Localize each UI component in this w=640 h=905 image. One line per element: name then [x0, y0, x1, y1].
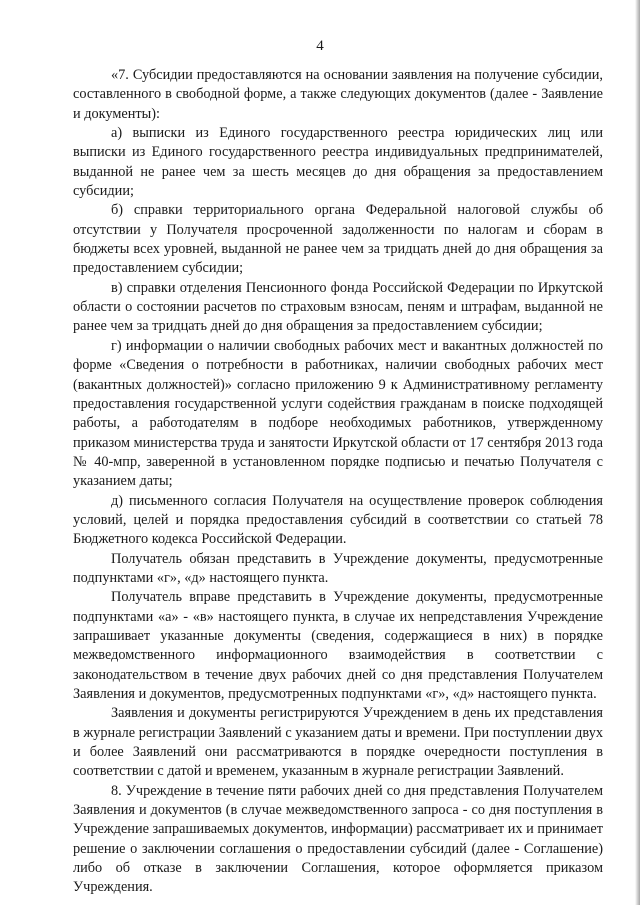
scan-edge-shadow	[635, 0, 640, 905]
paragraph-item-7-intro: «7. Субсидии предоставляются на основании заявления на получение субсидии, составленного в свободной форме, а также следующих документов (далее - Заявление и документы):	[73, 67, 603, 122]
paragraph-registration: Заявления и документы регистрируются Учреждением в день их представления в журнале регистрации Заявлений с указанием даты и времени. При поступлении двух и более Заявлений они рассматриваются в порядке очередности поступления в соответствии с датой и временем, указанным в журнале регистрации Заявлений.	[73, 705, 603, 780]
paragraph-recipient-obliged: Получатель обязан представить в Учреждение документы, предусмотренные подпунктами «г», «д» настоящего пункта.	[73, 550, 603, 586]
page-number: 4	[316, 38, 324, 54]
paragraph-subitem-d: д) письменного согласия Получателя на осуществление проверок соблюдения условий, целей и порядка предоставления субсидий в соответствии со статьей 78 Бюджетного кодекса Российской Федерации.	[73, 492, 603, 548]
paragraph-recipient-may: Получатель вправе представить в Учреждение документы, предусмотренные подпунктами «а» - «в» настоящего пункта, в случае их непредставления Учреждение запрашивает указанные документы (сведения, содержащиеся в них) в порядке межведомственного информационного взаимодействия в соответствии с законодательством в течение двух рабочих дней со дня представления Получателем Заявления и документов, предусмотренных подпунктами «г», «д» настоящего пункта.	[73, 589, 603, 702]
paragraph-subitem-a: а) выписки из Единого государственного реестра юридических лиц или выписки из Единого государственного реестра индивидуальных предпринимателей, выданной не ранее чем за шесть месяцев до дня обращения за предоставлением субсидии;	[73, 125, 603, 200]
document-body	[73, 66, 603, 898]
paragraph-subitem-g: г) информации о наличии свободных рабочих мест и вакантных должностей по форме «Сведения о потребности в работниках, наличии свободных рабочих мест (вакантных должностей)» согласно приложению 9 к Административному регламенту предоставления государственной услуги содействия гражданам в поиске подходящей работы, а работодателям в подборе необходимых работников, утвержденному приказом министерства труда и занятости Иркутской области от 17 сентября 2013 года № 40-мпр, заверенной в установленном порядке подписью и печатью Получателя с указанием даты;	[73, 337, 603, 490]
paragraph-subitem-b: б) справки территориального органа Федеральной налоговой службы об отсутствии у Получателя просроченной задолженности по налогам и сборам в бюджеты всех уровней, выданной не ранее чем за тридцать дней до дня обращения за предоставлением субсидии;	[73, 202, 603, 277]
paragraph-item-8: 8. Учреждение в течение пяти рабочих дней со дня представления Получателем Заявления и документов (в случае межведомственного запроса - со дня поступления в Учреждение запрашиваемых документов, информации) рассматривает их и принимает решение о заключении соглашения о предоставлении субсидий (далее - Соглашение) либо об отказе в заключении Соглашения, которое оформляется приказом Учреждения.	[73, 782, 603, 896]
paragraph-subitem-v: в) справки отделения Пенсионного фонда Российской Федерации по Иркутской области о состоянии расчетов по страховым взносам, пеням и штрафам, выданной не ранее чем за тридцать дней до дня обращения за предоставлением субсидии;	[73, 279, 603, 335]
